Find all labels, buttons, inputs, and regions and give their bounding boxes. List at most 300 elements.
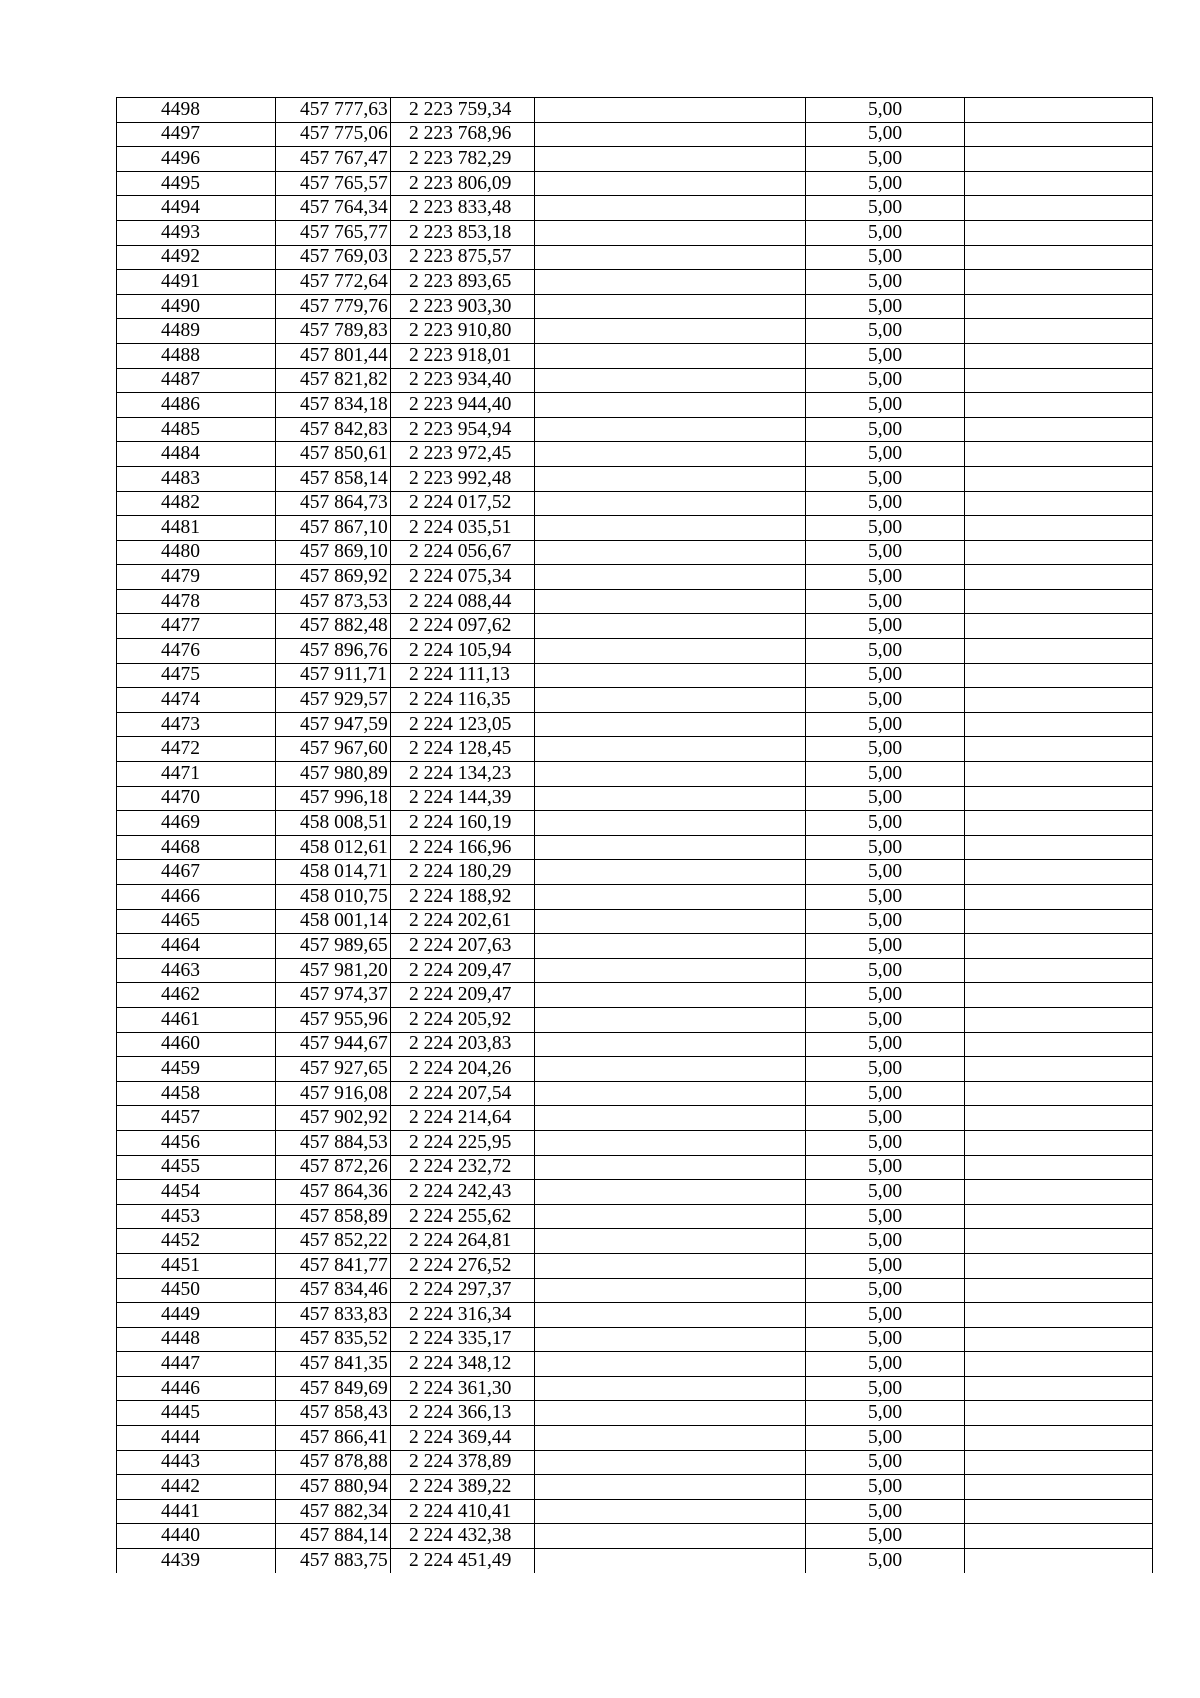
empty-cell (535, 1475, 806, 1500)
x-coordinate-cell: 457 821,82 (276, 368, 391, 393)
value-cell: 5,00 (806, 589, 965, 614)
point-number-cell: 4466 (117, 885, 276, 910)
y-coordinate-cell: 2 224 369,44 (391, 1426, 535, 1451)
y-coordinate-cell: 2 224 209,47 (391, 958, 535, 983)
x-coordinate-cell: 457 834,46 (276, 1278, 391, 1303)
table-row (117, 1229, 1153, 1254)
empty-cell (965, 1499, 1153, 1524)
table-row (117, 1499, 1153, 1524)
point-number-cell: 4462 (117, 983, 276, 1008)
point-number-cell: 4455 (117, 1155, 276, 1180)
point-number-cell: 4472 (117, 737, 276, 762)
empty-cell (535, 983, 806, 1008)
x-coordinate-cell: 457 869,10 (276, 540, 391, 565)
empty-cell (535, 1057, 806, 1082)
empty-cell (965, 540, 1153, 565)
table-row (117, 639, 1153, 664)
x-coordinate-cell: 457 864,36 (276, 1180, 391, 1205)
y-coordinate-cell: 2 224 035,51 (391, 516, 535, 541)
empty-cell (535, 1081, 806, 1106)
empty-cell (535, 1327, 806, 1352)
point-number-cell: 4439 (117, 1549, 276, 1573)
x-coordinate-cell: 458 014,71 (276, 860, 391, 885)
table-row (117, 1352, 1153, 1377)
x-coordinate-cell: 457 779,76 (276, 294, 391, 319)
point-number-cell: 4440 (117, 1524, 276, 1549)
y-coordinate-cell: 2 224 451,49 (391, 1549, 535, 1573)
table-row (117, 958, 1153, 983)
empty-cell (965, 122, 1153, 147)
point-number-cell: 4497 (117, 122, 276, 147)
table-row (117, 417, 1153, 442)
table-row (117, 516, 1153, 541)
value-cell: 5,00 (806, 196, 965, 221)
empty-cell (965, 417, 1153, 442)
empty-cell (535, 712, 806, 737)
x-coordinate-cell: 457 834,18 (276, 393, 391, 418)
point-number-cell: 4470 (117, 786, 276, 811)
table-row (117, 122, 1153, 147)
empty-cell (965, 491, 1153, 516)
empty-cell (965, 1278, 1153, 1303)
table-row (117, 1278, 1153, 1303)
empty-cell (965, 516, 1153, 541)
x-coordinate-cell: 457 801,44 (276, 343, 391, 368)
y-coordinate-cell: 2 223 853,18 (391, 220, 535, 245)
table-row (117, 220, 1153, 245)
empty-cell (965, 1057, 1153, 1082)
point-number-cell: 4482 (117, 491, 276, 516)
point-number-cell: 4464 (117, 934, 276, 959)
x-coordinate-cell: 457 864,73 (276, 491, 391, 516)
table-row (117, 1376, 1153, 1401)
empty-cell (535, 811, 806, 836)
table-row (117, 1155, 1153, 1180)
empty-cell (535, 1450, 806, 1475)
value-cell: 5,00 (806, 1204, 965, 1229)
table-row (117, 491, 1153, 516)
empty-cell (535, 466, 806, 491)
x-coordinate-cell: 457 944,67 (276, 1032, 391, 1057)
empty-cell (535, 1180, 806, 1205)
y-coordinate-cell: 2 224 203,83 (391, 1032, 535, 1057)
table-row (117, 909, 1153, 934)
table-row (117, 1401, 1153, 1426)
table-row (117, 294, 1153, 319)
table-row (117, 1524, 1153, 1549)
point-number-cell: 4448 (117, 1327, 276, 1352)
empty-cell (535, 196, 806, 221)
empty-cell (535, 762, 806, 787)
point-number-cell: 4460 (117, 1032, 276, 1057)
y-coordinate-cell: 2 223 875,57 (391, 245, 535, 270)
empty-cell (535, 1376, 806, 1401)
empty-cell (965, 442, 1153, 467)
table-row (117, 442, 1153, 467)
table-row (117, 540, 1153, 565)
empty-cell (965, 98, 1153, 123)
empty-cell (965, 319, 1153, 344)
point-number-cell: 4476 (117, 639, 276, 664)
value-cell: 5,00 (806, 1180, 965, 1205)
value-cell: 5,00 (806, 442, 965, 467)
empty-cell (535, 1401, 806, 1426)
y-coordinate-cell: 2 224 242,43 (391, 1180, 535, 1205)
empty-cell (535, 294, 806, 319)
empty-cell (965, 1106, 1153, 1131)
point-number-cell: 4452 (117, 1229, 276, 1254)
empty-cell (965, 663, 1153, 688)
table-row (117, 663, 1153, 688)
empty-cell (535, 565, 806, 590)
value-cell: 5,00 (806, 614, 965, 639)
empty-cell (535, 540, 806, 565)
empty-cell (965, 171, 1153, 196)
y-coordinate-cell: 2 224 204,26 (391, 1057, 535, 1082)
empty-cell (535, 1549, 806, 1573)
value-cell: 5,00 (806, 1057, 965, 1082)
value-cell: 5,00 (806, 1524, 965, 1549)
y-coordinate-cell: 2 224 276,52 (391, 1253, 535, 1278)
point-number-cell: 4491 (117, 270, 276, 295)
y-coordinate-cell: 2 223 934,40 (391, 368, 535, 393)
x-coordinate-cell: 458 010,75 (276, 885, 391, 910)
table-row (117, 811, 1153, 836)
point-number-cell: 4445 (117, 1401, 276, 1426)
empty-cell (965, 1475, 1153, 1500)
x-coordinate-cell: 457 911,71 (276, 663, 391, 688)
x-coordinate-cell: 457 858,89 (276, 1204, 391, 1229)
x-coordinate-cell: 457 884,14 (276, 1524, 391, 1549)
empty-cell (965, 1401, 1153, 1426)
point-number-cell: 4479 (117, 565, 276, 590)
x-coordinate-cell: 457 842,83 (276, 417, 391, 442)
empty-cell (535, 147, 806, 172)
table-row (117, 934, 1153, 959)
y-coordinate-cell: 2 224 366,13 (391, 1401, 535, 1426)
empty-cell (965, 1327, 1153, 1352)
table-row (117, 147, 1153, 172)
y-coordinate-cell: 2 224 116,35 (391, 688, 535, 713)
point-number-cell: 4467 (117, 860, 276, 885)
value-cell: 5,00 (806, 1278, 965, 1303)
table-row (117, 835, 1153, 860)
empty-cell (965, 639, 1153, 664)
value-cell: 5,00 (806, 811, 965, 836)
value-cell: 5,00 (806, 1450, 965, 1475)
empty-cell (965, 343, 1153, 368)
empty-cell (535, 343, 806, 368)
value-cell: 5,00 (806, 294, 965, 319)
x-coordinate-cell: 457 849,69 (276, 1376, 391, 1401)
table-row (117, 270, 1153, 295)
empty-cell (965, 762, 1153, 787)
empty-cell (535, 442, 806, 467)
y-coordinate-cell: 2 223 782,29 (391, 147, 535, 172)
point-number-cell: 4477 (117, 614, 276, 639)
y-coordinate-cell: 2 224 166,96 (391, 835, 535, 860)
empty-cell (535, 885, 806, 910)
y-coordinate-cell: 2 224 264,81 (391, 1229, 535, 1254)
point-number-cell: 4463 (117, 958, 276, 983)
empty-cell (965, 983, 1153, 1008)
empty-cell (535, 245, 806, 270)
empty-cell (535, 220, 806, 245)
empty-cell (965, 1524, 1153, 1549)
empty-cell (965, 934, 1153, 959)
y-coordinate-cell: 2 223 944,40 (391, 393, 535, 418)
point-number-cell: 4478 (117, 589, 276, 614)
empty-cell (535, 1278, 806, 1303)
table-row (117, 885, 1153, 910)
point-number-cell: 4492 (117, 245, 276, 270)
x-coordinate-cell: 457 882,48 (276, 614, 391, 639)
empty-cell (965, 1426, 1153, 1451)
empty-cell (965, 1180, 1153, 1205)
y-coordinate-cell: 2 223 918,01 (391, 343, 535, 368)
empty-cell (535, 737, 806, 762)
y-coordinate-cell: 2 224 128,45 (391, 737, 535, 762)
value-cell: 5,00 (806, 934, 965, 959)
empty-cell (535, 639, 806, 664)
y-coordinate-cell: 2 224 097,62 (391, 614, 535, 639)
empty-cell (535, 909, 806, 934)
point-number-cell: 4494 (117, 196, 276, 221)
x-coordinate-cell: 457 980,89 (276, 762, 391, 787)
table-row (117, 860, 1153, 885)
point-number-cell: 4469 (117, 811, 276, 836)
value-cell: 5,00 (806, 319, 965, 344)
table-row (117, 1180, 1153, 1205)
point-number-cell: 4453 (117, 1204, 276, 1229)
table-row (117, 589, 1153, 614)
empty-cell (535, 417, 806, 442)
point-number-cell: 4495 (117, 171, 276, 196)
empty-cell (965, 1352, 1153, 1377)
point-number-cell: 4441 (117, 1499, 276, 1524)
table-row (117, 1007, 1153, 1032)
x-coordinate-cell: 457 850,61 (276, 442, 391, 467)
value-cell: 5,00 (806, 958, 965, 983)
value-cell: 5,00 (806, 147, 965, 172)
x-coordinate-cell: 457 841,77 (276, 1253, 391, 1278)
table-row (117, 98, 1153, 123)
empty-cell (965, 294, 1153, 319)
empty-cell (535, 835, 806, 860)
y-coordinate-cell: 2 223 768,96 (391, 122, 535, 147)
y-coordinate-cell: 2 224 432,38 (391, 1524, 535, 1549)
empty-cell (965, 589, 1153, 614)
table-row (117, 614, 1153, 639)
empty-cell (535, 98, 806, 123)
point-number-cell: 4454 (117, 1180, 276, 1205)
empty-cell (535, 786, 806, 811)
empty-cell (965, 565, 1153, 590)
empty-cell (965, 1155, 1153, 1180)
x-coordinate-cell: 457 867,10 (276, 516, 391, 541)
value-cell: 5,00 (806, 220, 965, 245)
point-number-cell: 4449 (117, 1303, 276, 1328)
y-coordinate-cell: 2 224 389,22 (391, 1475, 535, 1500)
y-coordinate-cell: 2 224 297,37 (391, 1278, 535, 1303)
y-coordinate-cell: 2 224 144,39 (391, 786, 535, 811)
value-cell: 5,00 (806, 1007, 965, 1032)
x-coordinate-cell: 457 858,14 (276, 466, 391, 491)
x-coordinate-cell: 457 841,35 (276, 1352, 391, 1377)
y-coordinate-cell: 2 224 180,29 (391, 860, 535, 885)
x-coordinate-cell: 457 869,92 (276, 565, 391, 590)
point-number-cell: 4485 (117, 417, 276, 442)
table-row (117, 688, 1153, 713)
x-coordinate-cell: 458 012,61 (276, 835, 391, 860)
y-coordinate-cell: 2 223 833,48 (391, 196, 535, 221)
point-number-cell: 4457 (117, 1106, 276, 1131)
value-cell: 5,00 (806, 663, 965, 688)
value-cell: 5,00 (806, 1081, 965, 1106)
y-coordinate-cell: 2 224 123,05 (391, 712, 535, 737)
point-number-cell: 4474 (117, 688, 276, 713)
table-row (117, 737, 1153, 762)
y-coordinate-cell: 2 224 188,92 (391, 885, 535, 910)
y-coordinate-cell: 2 223 954,94 (391, 417, 535, 442)
x-coordinate-cell: 457 996,18 (276, 786, 391, 811)
point-number-cell: 4489 (117, 319, 276, 344)
empty-cell (535, 614, 806, 639)
point-number-cell: 4444 (117, 1426, 276, 1451)
x-coordinate-cell: 457 767,47 (276, 147, 391, 172)
empty-cell (535, 1155, 806, 1180)
x-coordinate-cell: 457 833,83 (276, 1303, 391, 1328)
point-number-cell: 4487 (117, 368, 276, 393)
table-row (117, 1475, 1153, 1500)
table-row (117, 466, 1153, 491)
empty-cell (965, 1130, 1153, 1155)
value-cell: 5,00 (806, 983, 965, 1008)
value-cell: 5,00 (806, 540, 965, 565)
empty-cell (965, 835, 1153, 860)
point-number-cell: 4480 (117, 540, 276, 565)
empty-cell (965, 270, 1153, 295)
point-number-cell: 4490 (117, 294, 276, 319)
empty-cell (965, 909, 1153, 934)
empty-cell (965, 860, 1153, 885)
value-cell: 5,00 (806, 245, 965, 270)
point-number-cell: 4486 (117, 393, 276, 418)
table-row (117, 245, 1153, 270)
empty-cell (535, 1524, 806, 1549)
value-cell: 5,00 (806, 1499, 965, 1524)
point-number-cell: 4493 (117, 220, 276, 245)
point-number-cell: 4446 (117, 1376, 276, 1401)
x-coordinate-cell: 457 872,26 (276, 1155, 391, 1180)
value-cell: 5,00 (806, 712, 965, 737)
empty-cell (535, 1352, 806, 1377)
table-row (117, 762, 1153, 787)
value-cell: 5,00 (806, 343, 965, 368)
y-coordinate-cell: 2 224 255,62 (391, 1204, 535, 1229)
empty-cell (535, 171, 806, 196)
empty-cell (535, 1007, 806, 1032)
y-coordinate-cell: 2 224 348,12 (391, 1352, 535, 1377)
y-coordinate-cell: 2 224 105,94 (391, 639, 535, 664)
x-coordinate-cell: 457 974,37 (276, 983, 391, 1008)
table-row (117, 1057, 1153, 1082)
point-number-cell: 4465 (117, 909, 276, 934)
coordinates-table (116, 97, 1153, 1573)
table-row (117, 786, 1153, 811)
table-row (117, 1426, 1153, 1451)
x-coordinate-cell: 457 989,65 (276, 934, 391, 959)
x-coordinate-cell: 457 927,65 (276, 1057, 391, 1082)
table-row (117, 565, 1153, 590)
value-cell: 5,00 (806, 737, 965, 762)
point-number-cell: 4481 (117, 516, 276, 541)
value-cell: 5,00 (806, 1549, 965, 1573)
empty-cell (535, 491, 806, 516)
empty-cell (965, 712, 1153, 737)
x-coordinate-cell: 457 967,60 (276, 737, 391, 762)
value-cell: 5,00 (806, 171, 965, 196)
value-cell: 5,00 (806, 516, 965, 541)
value-cell: 5,00 (806, 688, 965, 713)
empty-cell (965, 614, 1153, 639)
point-number-cell: 4473 (117, 712, 276, 737)
empty-cell (535, 122, 806, 147)
x-coordinate-cell: 457 873,53 (276, 589, 391, 614)
x-coordinate-cell: 457 916,08 (276, 1081, 391, 1106)
value-cell: 5,00 (806, 909, 965, 934)
value-cell: 5,00 (806, 1032, 965, 1057)
empty-cell (535, 1253, 806, 1278)
point-number-cell: 4484 (117, 442, 276, 467)
value-cell: 5,00 (806, 1155, 965, 1180)
y-coordinate-cell: 2 224 088,44 (391, 589, 535, 614)
y-coordinate-cell: 2 224 232,72 (391, 1155, 535, 1180)
y-coordinate-cell: 2 224 361,30 (391, 1376, 535, 1401)
y-coordinate-cell: 2 224 160,19 (391, 811, 535, 836)
empty-cell (965, 368, 1153, 393)
point-number-cell: 4443 (117, 1450, 276, 1475)
table-row (117, 393, 1153, 418)
empty-cell (965, 1450, 1153, 1475)
empty-cell (535, 1032, 806, 1057)
empty-cell (965, 220, 1153, 245)
table-row (117, 196, 1153, 221)
empty-cell (535, 1130, 806, 1155)
point-number-cell: 4447 (117, 1352, 276, 1377)
value-cell: 5,00 (806, 762, 965, 787)
table-row (117, 1130, 1153, 1155)
value-cell: 5,00 (806, 393, 965, 418)
empty-cell (535, 589, 806, 614)
x-coordinate-cell: 457 852,22 (276, 1229, 391, 1254)
value-cell: 5,00 (806, 565, 965, 590)
table-row (117, 1327, 1153, 1352)
value-cell: 5,00 (806, 417, 965, 442)
table-row (117, 368, 1153, 393)
value-cell: 5,00 (806, 1401, 965, 1426)
empty-cell (965, 737, 1153, 762)
y-coordinate-cell: 2 224 075,34 (391, 565, 535, 590)
value-cell: 5,00 (806, 835, 965, 860)
point-number-cell: 4459 (117, 1057, 276, 1082)
point-number-cell: 4475 (117, 663, 276, 688)
table-row (117, 1204, 1153, 1229)
empty-cell (535, 1426, 806, 1451)
x-coordinate-cell: 457 947,59 (276, 712, 391, 737)
table-row (117, 712, 1153, 737)
x-coordinate-cell: 457 764,34 (276, 196, 391, 221)
